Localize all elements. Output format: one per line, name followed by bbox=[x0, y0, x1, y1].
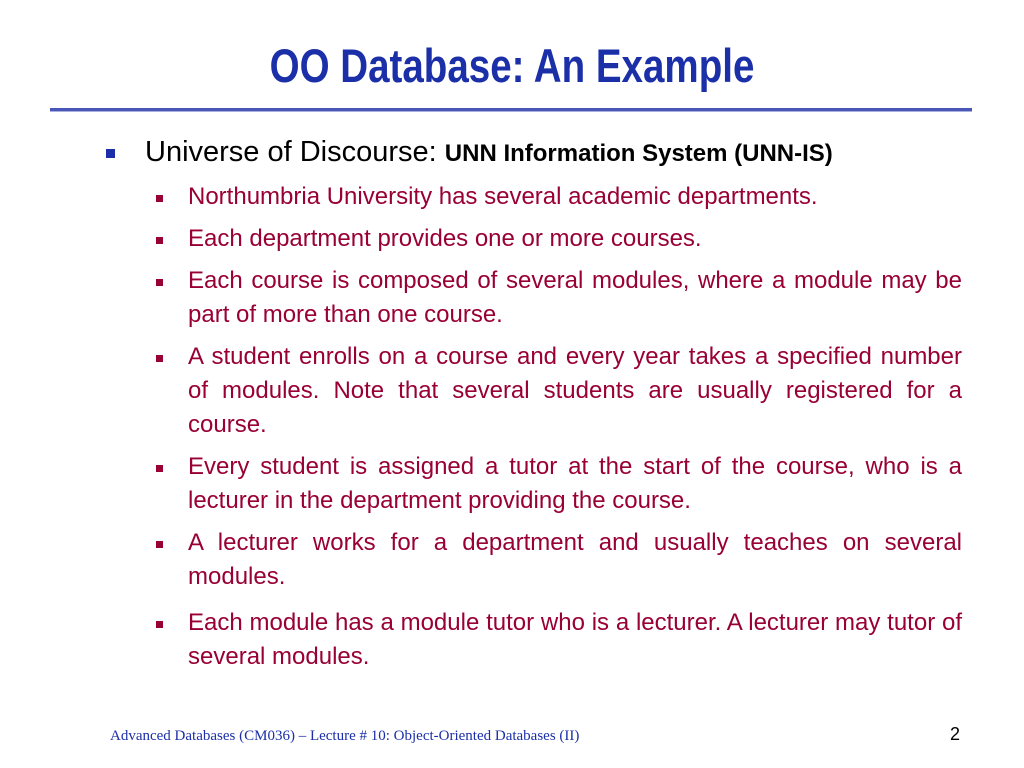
main-point bbox=[145, 134, 975, 172]
square-bullet-icon bbox=[156, 621, 163, 628]
sub-point-text: Northumbria University has several academic departments. bbox=[188, 183, 818, 210]
sub-point bbox=[150, 526, 962, 594]
square-bullet-icon bbox=[156, 465, 163, 472]
sub-point bbox=[150, 340, 962, 442]
main-point-label: Universe of Discourse: bbox=[145, 136, 437, 168]
sub-point-text: A student enrolls on a course and every year takes a specified number of modules. Note that several students are usually registered for a course. bbox=[188, 343, 962, 438]
sub-point-text: Each course is composed of several modules, where a module may be part of more than one course. bbox=[188, 267, 962, 328]
square-bullet-icon bbox=[156, 541, 163, 548]
square-bullet-icon bbox=[156, 237, 163, 244]
sub-point-text: Each module has a module tutor who is a lecturer. A lecturer may tutor of several modules. bbox=[188, 609, 962, 670]
sub-point bbox=[150, 180, 962, 214]
sub-point-list bbox=[150, 180, 962, 674]
square-bullet-icon bbox=[156, 355, 163, 362]
sub-point bbox=[150, 222, 962, 256]
square-bullet-icon bbox=[156, 195, 163, 202]
square-bullet-icon bbox=[156, 279, 163, 286]
sub-point-text: Each department provides one or more courses. bbox=[188, 225, 702, 252]
sub-point-text: Every student is assigned a tutor at the start of the course, who is a lecturer in the department providing the course. bbox=[188, 453, 962, 514]
sub-point bbox=[150, 606, 962, 674]
sub-point-text: A lecturer works for a department and usually teaches on several modules. bbox=[188, 529, 962, 590]
sub-point bbox=[150, 264, 962, 332]
sub-point bbox=[150, 450, 962, 518]
level1-bullet-icon bbox=[106, 149, 115, 158]
slide-title: OO Database: An Example bbox=[269, 39, 755, 92]
page-number: 2 bbox=[950, 724, 961, 744]
slide-footer: Advanced Databases (CM036) – Lecture # 10: Object-Oriented Databases (II) bbox=[110, 728, 580, 744]
main-point-emphasis: UNN Information System (UNN-IS) bbox=[444, 140, 833, 167]
title-divider bbox=[50, 108, 972, 112]
